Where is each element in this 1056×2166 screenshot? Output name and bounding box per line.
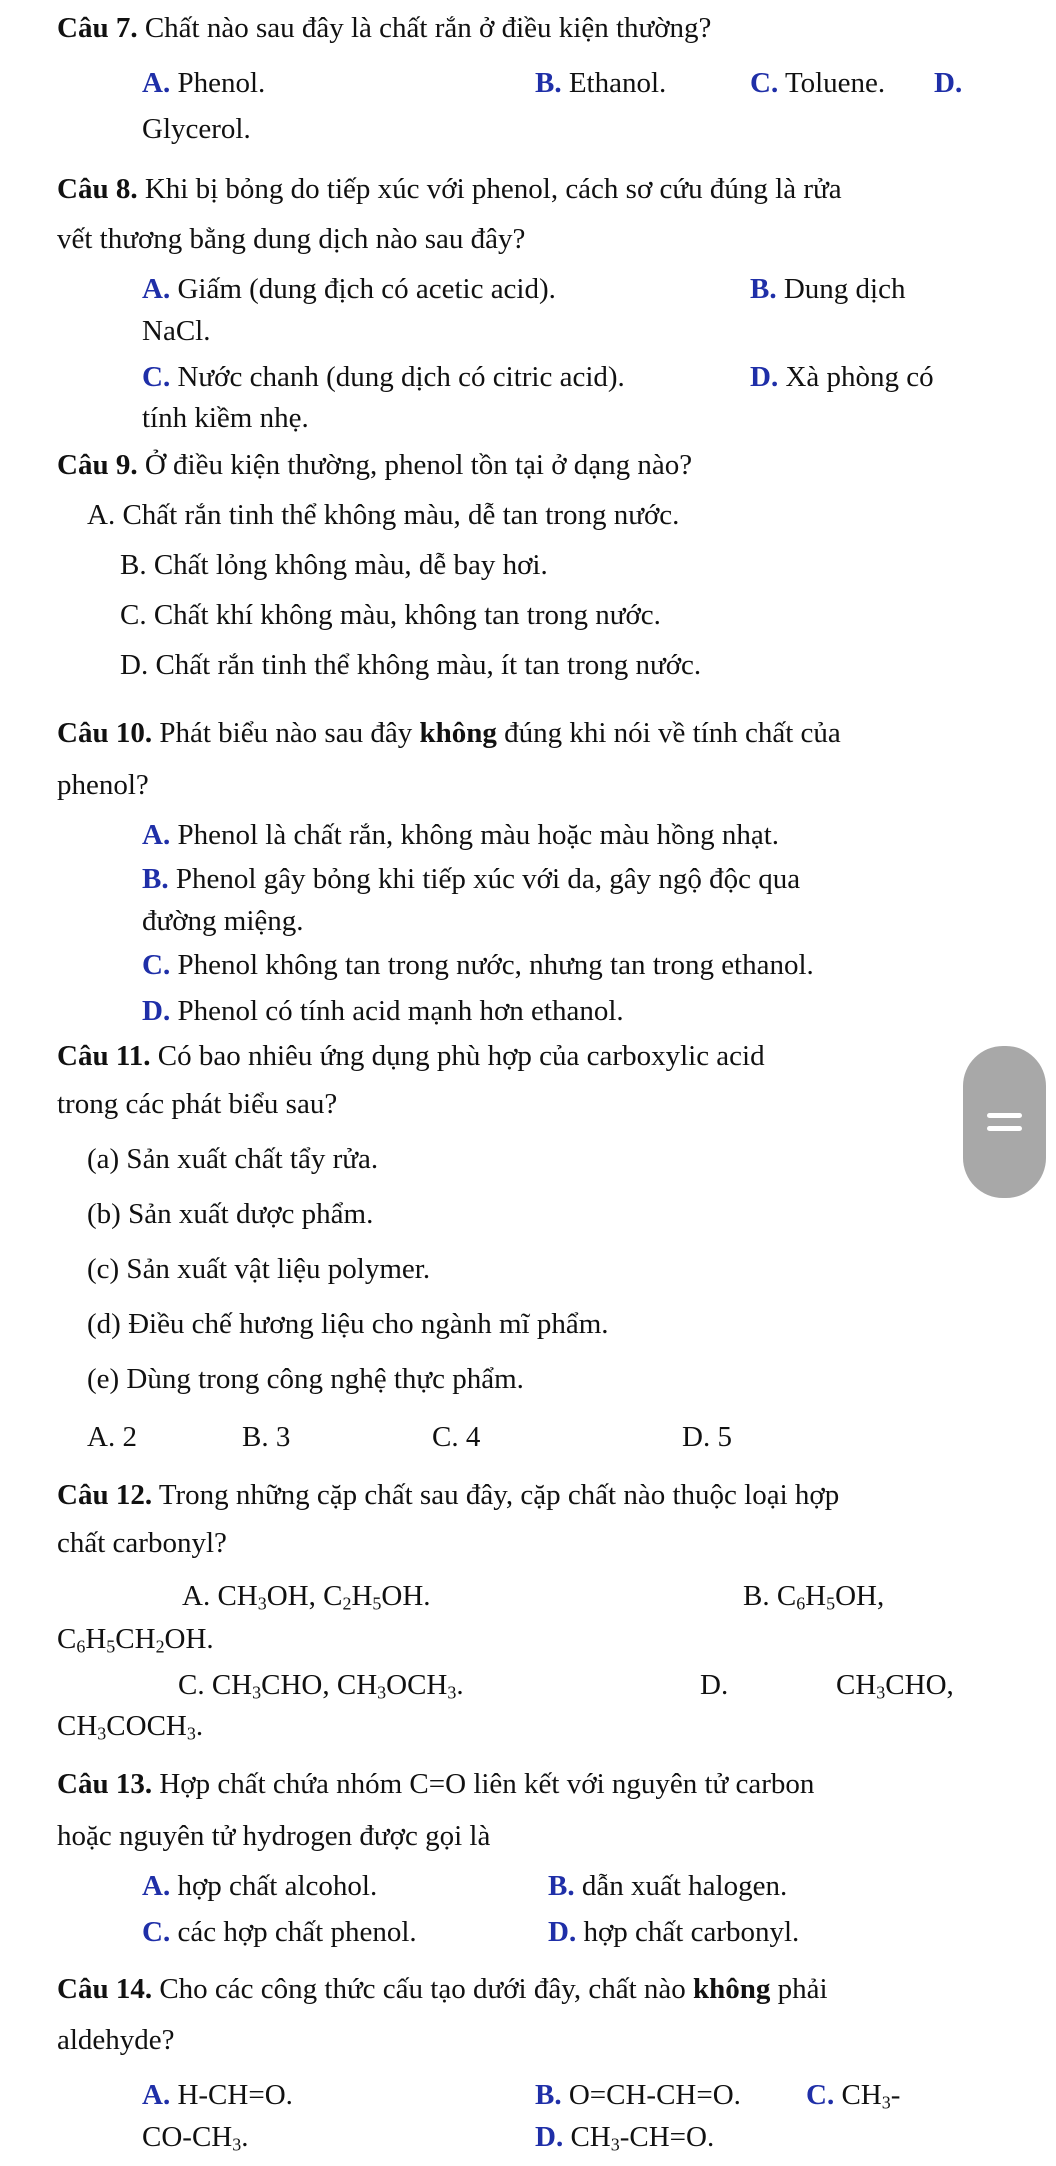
question-12-stem: Câu 12. Trong những cặp chất sau đây, cặp chất nào thuộc loại hợp bbox=[57, 1479, 840, 1511]
q13-option-d: D. hợp chất carbonyl. bbox=[548, 1916, 800, 1948]
q13-option-c: C. các hợp chất phenol. bbox=[142, 1916, 417, 1948]
q13-option-b: B. dẫn xuất halogen. bbox=[548, 1870, 788, 1902]
q14-option-c: C. $CH_3-$ bbox=[806, 2079, 901, 2113]
q11-option-a: A. 2 bbox=[87, 1421, 137, 1453]
q8-option-c: C. Nước chanh (dung dịch có citric acid). bbox=[142, 361, 625, 393]
q9-option-a: A. Chất rắn tinh thể không màu, dễ tan trong nước. bbox=[87, 499, 680, 531]
q11-option-b: B. 3 bbox=[242, 1421, 291, 1453]
q12-option-d-label: D. bbox=[700, 1669, 729, 1701]
grip-line-icon bbox=[987, 1126, 1022, 1131]
q13-option-a: A. hợp chất alcohol. bbox=[142, 1870, 378, 1902]
question-8-stem-2: vết thương bằng dung dịch nào sau đây? bbox=[57, 223, 526, 255]
q8-option-a: A. Giấm (dung địch có acetic acid). bbox=[142, 273, 556, 305]
q10-option-c: C. Phenol không tan trong nước, nhưng tan trong ethanol. bbox=[142, 949, 814, 981]
q8-option-b-cont: NaCl. bbox=[142, 315, 211, 347]
q12-option-b: B. $C_6H_5OH$, bbox=[743, 1580, 885, 1614]
q10-option-b-cont: đường miệng. bbox=[142, 905, 304, 937]
q10-option-a: A. Phenol là chất rắn, không màu hoặc màu hồng nhạt. bbox=[142, 819, 780, 851]
q14-option-b: B. O=CH-CH=O. bbox=[535, 2079, 741, 2111]
q9-option-d: D. Chất rắn tinh thể không màu, ít tan trong nước. bbox=[120, 649, 702, 681]
q14-option-d: D. $CH_3-CH=O$. bbox=[535, 2121, 715, 2155]
q7-option-d-text: Glycerol. bbox=[142, 113, 251, 145]
q7-option-c: C. Toluene. bbox=[750, 67, 886, 99]
question-13-stem: Câu 13. Hợp chất chứa nhóm C=O liên kết với nguyên tử carbon bbox=[57, 1768, 815, 1800]
question-12-stem-2: chất carbonyl? bbox=[57, 1527, 227, 1559]
q10-option-b: B. Phenol gây bỏng khi tiếp xúc với da, gây ngộ độc qua bbox=[142, 863, 801, 895]
q10-option-d: D. Phenol có tính acid mạnh hơn ethanol. bbox=[142, 995, 624, 1027]
question-8-stem: Câu 8. Khi bị bỏng do tiếp xúc với phenol, cách sơ cứu đúng là rửa bbox=[57, 173, 842, 205]
q11-statement-e: (e) Dùng trong công nghệ thực phẩm. bbox=[87, 1363, 524, 1395]
scroll-handle[interactable] bbox=[963, 1046, 1046, 1198]
grip-line-icon bbox=[987, 1113, 1022, 1118]
q7-option-b: B. Ethanol. bbox=[535, 67, 667, 99]
q7-option-a: A. Phenol. bbox=[142, 67, 266, 99]
q12-option-b-cont: $C_6H_5CH_2OH$. bbox=[57, 1623, 214, 1657]
q11-statement-a: (a) Sản xuất chất tẩy rửa. bbox=[87, 1143, 379, 1175]
q14-option-c-cont: $CO-CH_3$. bbox=[142, 2121, 249, 2155]
q12-option-a: A. $CH_3OH$, $C_2H_5OH$. bbox=[182, 1580, 431, 1614]
question-7-stem: Câu 7. Chất nào sau đây là chất rắn ở điều kiện thường? bbox=[57, 12, 712, 44]
q8-option-d: D. Xà phòng có bbox=[750, 361, 934, 393]
question-14-stem-2: aldehyde? bbox=[57, 2024, 175, 2056]
q14-option-a: A. H-CH=O. bbox=[142, 2079, 293, 2111]
question-10-stem: Câu 10. Phát biểu nào sau đây không đúng khi nói về tính chất của bbox=[57, 717, 841, 749]
q11-statement-c: (c) Sản xuất vật liệu polymer. bbox=[87, 1253, 431, 1285]
q11-statement-d: (d) Điều chế hương liệu cho ngành mĩ phẩm. bbox=[87, 1308, 609, 1340]
q11-option-d: D. 5 bbox=[682, 1421, 732, 1453]
q7-option-d-label: D. bbox=[934, 67, 963, 99]
q9-option-b: B. Chất lỏng không màu, dễ bay hơi. bbox=[120, 549, 548, 581]
q11-statement-b: (b) Sản xuất dược phẩm. bbox=[87, 1198, 374, 1230]
q8-option-d-cont: tính kiềm nhẹ. bbox=[142, 402, 309, 434]
question-13-stem-2: hoặc nguyên tử hydrogen được gọi là bbox=[57, 1820, 491, 1852]
q12-option-c: C. $CH_3CHO$, $CH_3OCH_3$. bbox=[178, 1669, 464, 1703]
question-14-stem: Câu 14. Cho các công thức cấu tạo dưới đây, chất nào không phải bbox=[57, 1973, 828, 2005]
question-11-stem: Câu 11. Có bao nhiêu ứng dụng phù hợp của carboxylic acid bbox=[57, 1040, 765, 1072]
q12-option-d: $CH_3CHO$, bbox=[836, 1669, 954, 1703]
q12-option-d-cont: $CH_3COCH_3$. bbox=[57, 1710, 204, 1744]
q11-option-c: C. 4 bbox=[432, 1421, 481, 1453]
question-9-stem: Câu 9. Ở điều kiện thường, phenol tồn tại ở dạng nào? bbox=[57, 449, 693, 481]
question-11-stem-2: trong các phát biểu sau? bbox=[57, 1088, 338, 1120]
q9-option-c: C. Chất khí không màu, không tan trong nước. bbox=[120, 599, 661, 631]
q8-option-b: B. Dung dịch bbox=[750, 273, 906, 305]
question-10-stem-2: phenol? bbox=[57, 769, 149, 801]
